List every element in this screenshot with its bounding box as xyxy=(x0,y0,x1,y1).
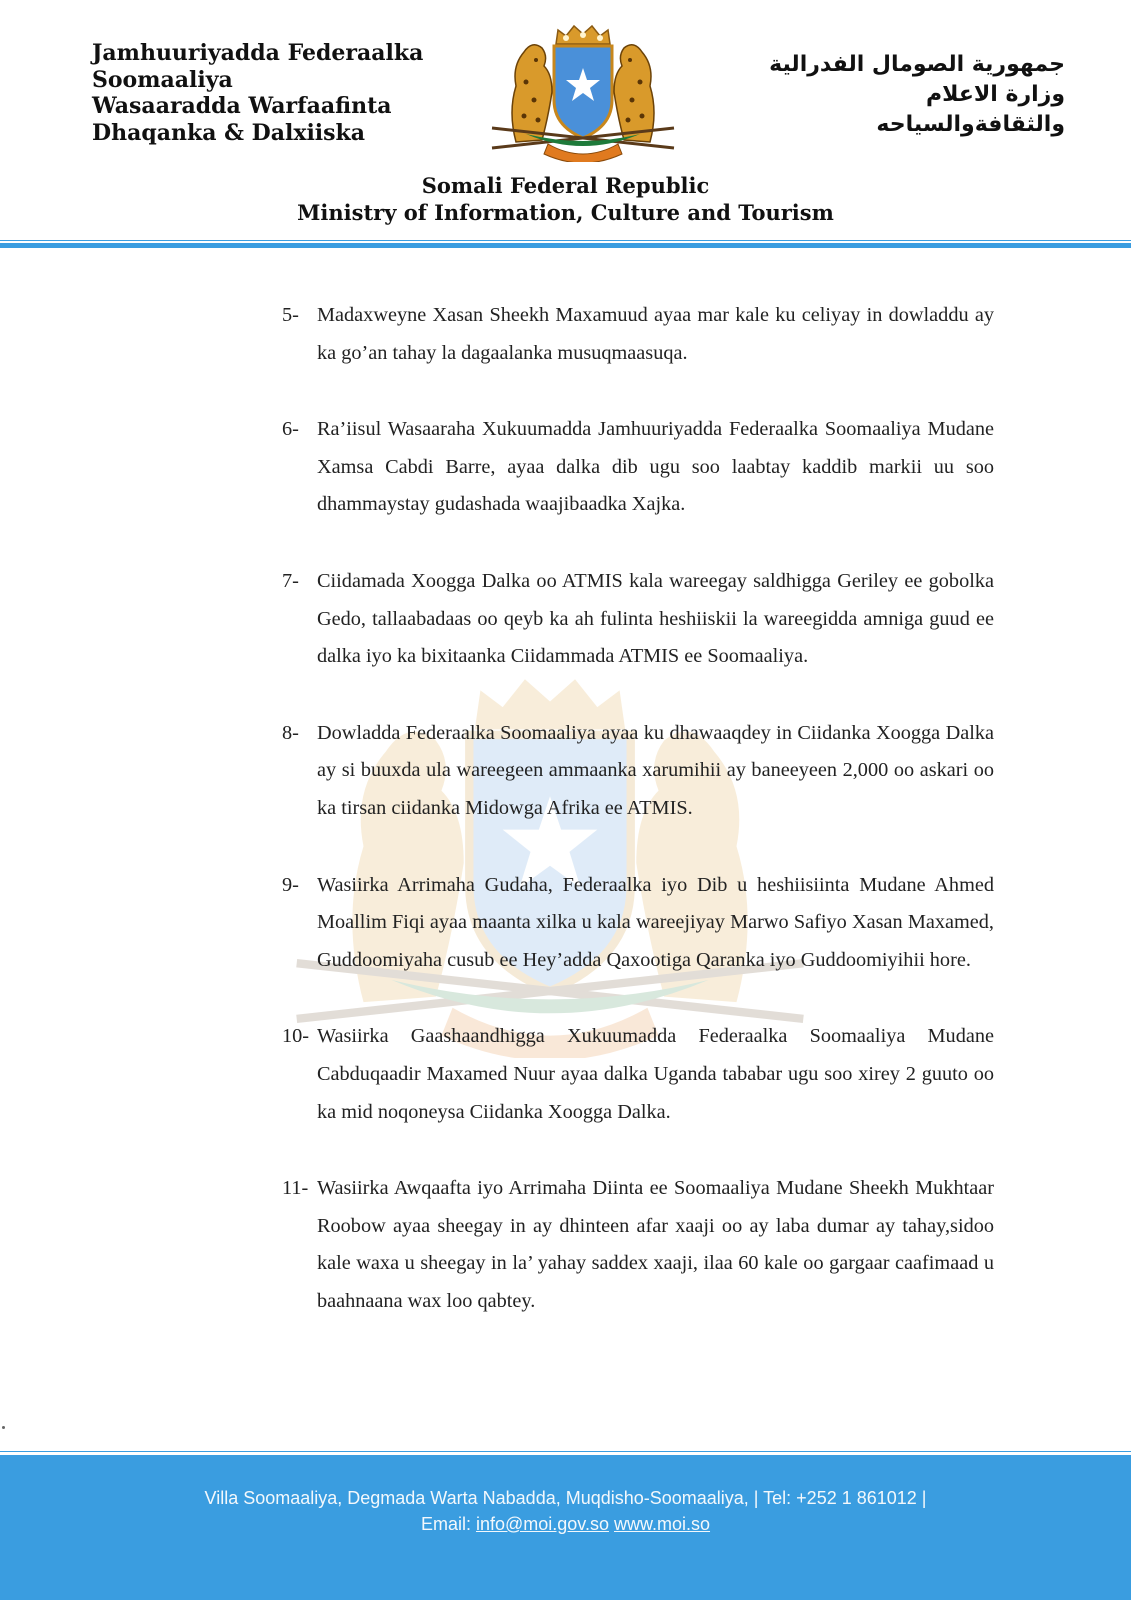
republic-name: Somali Federal Republic xyxy=(421,173,710,198)
item-number: 8- xyxy=(282,721,299,744)
footer-contact xyxy=(0,1514,1131,1535)
list-item xyxy=(282,1018,994,1131)
letterhead-arabic-line: وزارة الاعلام xyxy=(926,82,1065,107)
item-text: Ciidamada Xoogga Dalka oo ATMIS kala wareegay saldhigga Geriley ee gobolka Gedo, tallaabadaas oo qeyb ka ah fulinta heshiiskii la wareegidda amniga guud ee dalka iyo ka bixitaanka Ciidammada ATMIS ee Soomaaliya. xyxy=(317,569,994,668)
stray-dot xyxy=(2,1426,5,1429)
item-text: Wasiirka Gaashaandhigga Xukuumadda Federaalka Soomaaliya Mudane Cabduqaadir Maxamed Nuur ayaa dalka Uganda tababar ugu soo xirey 2 guuto oo ka mid noqoneysa Ciidanka Xoogga Dalka. xyxy=(317,1025,994,1123)
letterhead-arabic-text xyxy=(769,50,1065,140)
footer-divider xyxy=(0,1451,1131,1452)
letterhead-somali-line: Dhaqanka & Dalxiiska xyxy=(92,119,366,146)
list-item xyxy=(282,1170,994,1320)
letterhead-english-title xyxy=(0,172,1131,226)
item-number: 7- xyxy=(282,569,299,592)
footer xyxy=(0,1455,1131,1600)
list-item xyxy=(282,297,994,372)
email-link[interactable]: info@moi.gov.so xyxy=(475,1514,609,1534)
item-text: Wasiirka Awqaafta iyo Arrimaha Diinta ee Soomaaliya Mudane Sheekh Mukhtaar Roobow ayaa sheegay in ay dhinteen afar xaaji oo ay laba dumar ay tahay,sidoo kale waxa u sheegay in la’ yahay saddex xaaji, ilaa 60 kale oo gargaar caafimaad u baahnaana wax loo qabtey. xyxy=(317,1177,994,1312)
letterhead-somali-line: Wasaaradda Warfaafinta xyxy=(92,93,392,119)
item-text: Dowladda Federaalka Soomaaliya ayaa ku dhawaaqdey in Ciidanka Xoogga Dalka ay si buuxda ula wareegeen ammaanka xarumihii ay baneeyeen 2,000 oo askari oo ka tirsan ciidanka Midowga Afrika ee ATMIS. xyxy=(317,721,994,819)
list-item xyxy=(282,563,994,676)
list-item xyxy=(282,411,994,524)
item-number: 10- xyxy=(282,1025,310,1048)
item-text: Wasiirka Arrimaha Gudaha, Federaalka iyo Dib u heshiisiinta Mudane Ahmed Moallim Fiqi ayaa maanta xilka u kala wareejiyay Marwo Safiyo Xasan Maxamed, Guddoomiyaha cusub ee Hey’adda Qaxootiga Qaranka iyo Guddoomiyihii hore. xyxy=(317,873,994,971)
letterhead xyxy=(0,0,1131,250)
somali-coat-of-arms-icon xyxy=(486,22,680,162)
list-item xyxy=(282,867,994,980)
letterhead-somali-text xyxy=(92,40,423,146)
item-text: Madaxweyne Xasan Sheekh Maxamuud ayaa mar kale ku celiyay in dowladdu ay ka go’an tahay la dagaalanka musuqmaasuqa. xyxy=(317,304,994,364)
list-item xyxy=(282,715,994,828)
letterhead-arabic-line: جمهورية الصومال الفدرالية xyxy=(769,52,1065,77)
item-number: 5- xyxy=(282,304,299,326)
news-list xyxy=(282,297,994,1359)
item-number: 11- xyxy=(282,1177,309,1200)
item-number: 9- xyxy=(282,873,299,896)
letterhead-somali-line: Jamhuuriyadda Federaalka xyxy=(92,40,424,66)
footer-address: Villa Soomaaliya, Degmada Warta Nabadda, Muqdisho-Soomaaliya, | Tel: +252 1 861012 | xyxy=(204,1488,927,1508)
email-label: Email: xyxy=(420,1514,471,1534)
letterhead-somali-line: Soomaaliya xyxy=(92,66,233,93)
website-link[interactable]: www.moi.so xyxy=(614,1514,711,1534)
ministry-name: Ministry of Information, Culture and Tourism xyxy=(297,200,834,225)
letterhead-arabic-line: والثقافةوالسياحه xyxy=(876,112,1065,137)
header-divider-thick xyxy=(0,243,1131,248)
header-divider-thin xyxy=(0,240,1131,241)
item-number: 6- xyxy=(282,418,299,441)
item-text: Ra’iisul Wasaaraha Xukuumadda Jamhuuriyadda Federaalka Soomaaliya Mudane Xamsa Cabdi Barre, ayaa dalka dib ugu soo laabtay kaddib markii uu soo dhammaystay gudashada waajibaadka Xajka. xyxy=(317,418,994,516)
